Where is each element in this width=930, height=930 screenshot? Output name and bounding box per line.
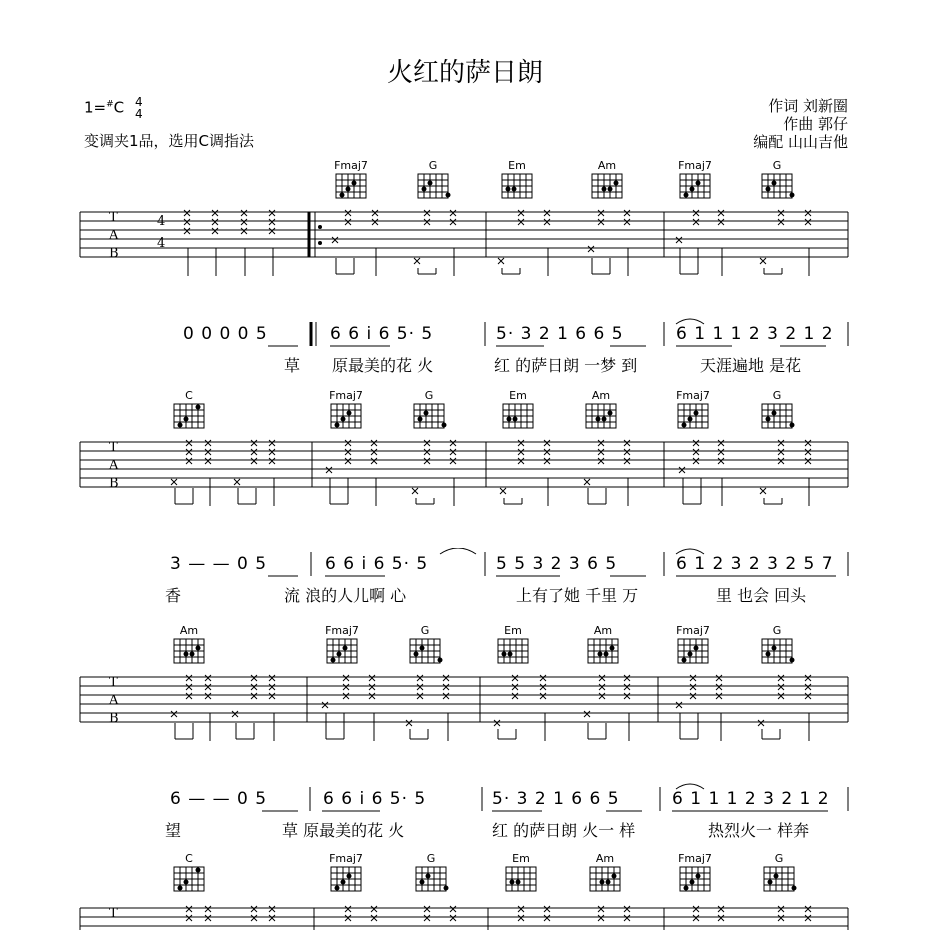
chord-label: Fmaj7 [678, 159, 712, 172]
tab-time-bottom: 4 [157, 236, 166, 251]
lyric-line: 原最美的花 火 [332, 356, 434, 375]
composer-credit: 作曲 郭仔 [783, 115, 848, 133]
notation-measure: 5 5 3 2 3 6 5 [496, 554, 618, 574]
system-4 [0, 851, 930, 930]
chord-label: Fmaj7 [676, 389, 710, 402]
chord-label: Em [508, 159, 526, 172]
arranger-credit: 编配 山山吉他 [753, 133, 848, 151]
tab-letter-t: T [109, 675, 118, 690]
capo-note: 变调夹1品，选用C调指法 [84, 132, 255, 150]
chord-label: C [185, 389, 193, 402]
lyric-line: 上有了她 千里 万 [516, 586, 639, 605]
tab-letter-t: T [109, 210, 118, 225]
finger-dots [184, 646, 795, 663]
lyric-line: 草 原最美的花 火 [282, 821, 405, 840]
lyric-line: 红 的萨日朗 火一 样 [492, 821, 636, 840]
chord-label: Am [595, 852, 615, 865]
sharp-sign: # [106, 99, 114, 110]
lyric-line: 里 也会 回头 [716, 586, 807, 605]
system-1 [0, 158, 930, 373]
tab-letter-b: B [109, 476, 119, 491]
tab-letter-a: A [109, 228, 119, 243]
lyric-line: 草 [284, 356, 301, 375]
chord-label: Am [593, 624, 613, 637]
lyric-line: 香 [165, 586, 182, 605]
chord-label: G [420, 624, 430, 637]
lyric-line: 红 的萨日朗 一梦 到 [494, 356, 638, 375]
key-note: C [113, 98, 125, 117]
tab-letter-t: T [109, 440, 118, 455]
chord-label: Fmaj7 [325, 624, 359, 637]
chord-label: G [428, 159, 438, 172]
chord-label: Fmaj7 [329, 389, 363, 402]
notation-measure: 6 1 1 1 2 3 2 1 2 [676, 324, 834, 344]
chord-label: Fmaj7 [329, 852, 363, 865]
notation-measure: 6 — — 0 5 [170, 789, 268, 809]
tab-letter-a: A [109, 458, 119, 473]
chord-label: Am [597, 159, 617, 172]
strum-marks [184, 210, 811, 276]
chord-label: G [772, 389, 782, 402]
chord-label: Am [591, 389, 611, 402]
notation-measure: 6 6 i 6 5· 5 [330, 324, 434, 344]
notation-measure: 5· 3 2 1 6 6 5 [492, 789, 620, 809]
chord-label: Em [504, 624, 522, 637]
tab-staff [80, 442, 848, 487]
chord-label: C [185, 852, 193, 865]
chord-label: Fmaj7 [676, 624, 710, 637]
finger-dots [340, 181, 795, 198]
chord-label: Am [179, 624, 199, 637]
notation-measure: 6 1 1 1 2 3 2 1 2 [672, 789, 830, 809]
time-signature [135, 96, 143, 120]
chord-diagrams [174, 867, 794, 891]
strum-marks [171, 440, 811, 506]
chord-label: Em [512, 852, 530, 865]
notation-measure: 6 6 i 6 5· 5 [325, 554, 429, 574]
tab-staff [80, 212, 848, 257]
time-top: 4 [134, 95, 143, 109]
tab-letter-b: B [109, 711, 119, 726]
chord-label: G [774, 852, 784, 865]
notation-measure: 3 — — 0 5 [170, 554, 268, 574]
lyric-line: 流 浪的人儿啊 心 [284, 586, 407, 605]
lyric-line: 天涯遍地 是花 [700, 356, 802, 375]
tab-staff [80, 908, 848, 930]
key-prefix: 1= [84, 98, 107, 117]
notation-barlines [0, 548, 930, 582]
tab-letter-t: T [109, 906, 118, 921]
system-3 [0, 623, 930, 838]
chord-label: Fmaj7 [334, 159, 368, 172]
chord-label: Em [509, 389, 527, 402]
chord-label: G [772, 159, 782, 172]
chord-label: G [426, 852, 436, 865]
chord-label: Fmaj7 [678, 852, 712, 865]
system-2 [0, 388, 930, 603]
lyric-line: 望 [165, 821, 182, 840]
tab-staff [80, 677, 848, 722]
chord-diagrams [174, 639, 792, 663]
chord-label: G [772, 624, 782, 637]
tab-letter-b: B [109, 246, 119, 261]
key-signature [84, 96, 143, 120]
repeat-dot [318, 241, 322, 245]
tab-time-top: 4 [157, 214, 166, 229]
lyricist-credit: 作词 刘新圈 [768, 97, 848, 115]
notation-measure: 6 1 2 3 2 3 2 5 7 [676, 554, 834, 574]
repeat-dot [318, 225, 322, 229]
notation-barlines [0, 318, 930, 352]
notation-barlines [0, 783, 930, 817]
chord-diagrams [336, 174, 792, 198]
lyric-line: 热烈火一 样奔 [708, 821, 810, 840]
notation-measure: 6 6 i 6 5· 5 [323, 789, 427, 809]
notation-measure: 5· 3 2 1 6 6 5 [496, 324, 624, 344]
strum-marks [171, 675, 811, 741]
time-bottom: 4 [134, 107, 143, 121]
tab-letter-a: A [109, 693, 119, 708]
chord-label: G [424, 389, 434, 402]
chord-diagrams [174, 404, 792, 428]
notation-measure: 0 0 0 0 5 [183, 324, 268, 344]
song-title: 火红的萨日朗 [386, 58, 543, 88]
